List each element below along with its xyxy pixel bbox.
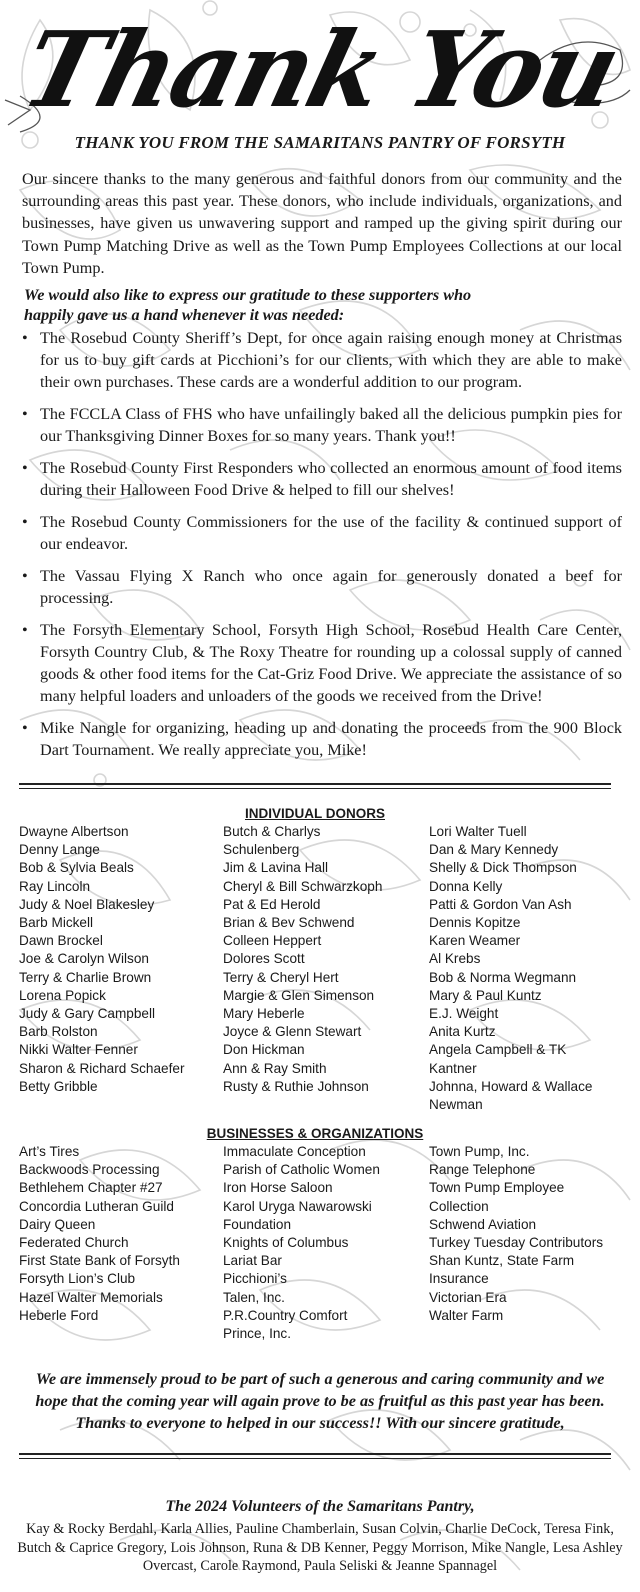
list-item: Ray Lincoln — [19, 878, 91, 894]
list-item: Shan Kuntz, State Farm — [429, 1253, 575, 1269]
list-item: • The Forsyth Elementary School, Forsyth High School, Rosebud Health Care Center, Forsyth Country Club, & The Roxy Theatre for rounding up a colossal supply of canned goods & other food items for the Cat-Griz Food Drive. We appreciate the assistance of so many helpful loaders and unloaders of the goods we received from the Drive! — [20, 619, 622, 708]
list-item: Knights of Columbus — [223, 1235, 349, 1251]
list-item: Bob & Sylvia Beals — [19, 860, 134, 876]
list-item: Al Krebs — [429, 951, 481, 967]
list-item: Anita Kurtz — [429, 1024, 496, 1040]
list-item: Parish of Catholic Women — [223, 1162, 380, 1178]
list-item: Lariat Bar — [223, 1253, 282, 1269]
list-item: • The Rosebud County Sheriff’s Dept, for once again raising enough money at Christmas for us to buy gift cards at Picchioni’s for our clients, with which they are able to make their own purchases. These cards are a wonderful addition to our program. — [20, 327, 622, 394]
list-item: Dolores Scott — [223, 951, 305, 967]
list-item: Town Pump Employee — [429, 1180, 565, 1196]
list-item: Donna Kelly — [429, 878, 503, 894]
list-item: Cheryl & Bill Schwarzkoph — [223, 878, 383, 894]
thank-you-headline: Thank You — [11, 8, 630, 131]
list-item: Iron Horse Saloon — [223, 1180, 333, 1196]
list-item: Dawn Brockel — [19, 933, 103, 949]
list-item: Backwoods Processing — [19, 1162, 160, 1178]
businesses-column-3 — [429, 1143, 629, 1325]
list-item: Barb Rolston — [19, 1024, 98, 1040]
list-item: Pat & Ed Herold — [223, 896, 321, 912]
intro-paragraph: Our sincere thanks to the many generous and faithful donors from our community and the surrounding areas this past year. These donors, who include individuals, organizations, and businesses, have given us unwavering support and ramped up the giving spirit during our Town Pump Matching Drive as well as the Town Pump Employees Collections at our local Town Pump. — [22, 170, 622, 277]
list-item: Dan & Mary Kennedy — [429, 842, 559, 858]
list-item: Walter Farm — [429, 1307, 504, 1323]
list-item: Mary & Paul Kuntz — [429, 987, 542, 1003]
list-item: Mary Heberle — [223, 1006, 305, 1022]
list-item: Talen, Inc. — [223, 1289, 285, 1305]
list-item: Karen Weamer — [429, 933, 521, 949]
businesses-title: BUSINESSES & ORGANIZATIONS — [206, 1126, 424, 1141]
list-item: Judy & Gary Campbell — [19, 1006, 155, 1022]
list-item: Patti & Gordon Van Ash — [429, 896, 572, 912]
list-item: Immaculate Conception — [223, 1144, 366, 1159]
individual-donors-column-1 — [19, 823, 219, 1096]
list-item: • Mike Nangle for organizing, heading up and donating the proceeds from the 900 Block Dart Tournament. We really appreciate you, Mike! — [20, 717, 622, 761]
list-item: Concordia Lutheran Guild — [19, 1198, 174, 1214]
list-item: First State Bank of Forsyth — [19, 1253, 180, 1269]
list-item: Johnna, Howard & Wallace — [429, 1078, 593, 1094]
page-subtitle: THANK YOU FROM THE SAMARITANS PANTRY OF FORSYTH — [74, 133, 566, 152]
list-item: Forsyth Lion’s Club — [19, 1271, 136, 1287]
divider — [19, 783, 611, 789]
list-item: Lori Walter Tuell — [429, 824, 527, 839]
list-item: Bethlehem Chapter #27 — [19, 1180, 163, 1196]
list-item: Don Hickman — [223, 1042, 305, 1058]
list-item: Bob & Norma Wegmann — [429, 969, 577, 985]
list-item: Angela Campbell & TK — [429, 1042, 567, 1058]
volunteers-names: Kay & Rocky Berdahl, Karla Allies, Pauline Chamberlain, Susan Colvin, Charlie DeCock, Teresa Fink, Butch & Caprice Gregory, Lois Johnson, Runa & DB Kenner, Peggy Morrison, Mike Nangle, Lesa Ashley Overcast, Carole Raymond, Paula Seliski & Jeanne Spannagel — [17, 1521, 623, 1574]
list-item: Collection — [429, 1198, 489, 1214]
list-item: Dwayne Albertson — [19, 824, 129, 839]
list-item: Betty Gribble — [19, 1078, 98, 1094]
list-item: Heberle Ford — [19, 1307, 99, 1323]
supporters-list — [20, 327, 622, 771]
divider — [19, 1453, 611, 1459]
list-item: Foundation — [223, 1216, 292, 1232]
volunteers-title: The 2024 Volunteers of the Samaritans Pantry, — [165, 1498, 475, 1515]
list-item: Terry & Cheryl Hert — [223, 969, 339, 985]
list-item: Karol Uryga Nawarowski — [223, 1198, 372, 1214]
list-item: Turkey Tuesday Contributors — [429, 1235, 604, 1251]
list-item: Victorian Era — [429, 1289, 507, 1305]
supporters-heading: We would also like to express our gratitude to these supporters who happily gave us a hand whenever it was needed: — [24, 286, 472, 324]
list-item: Sharon & Richard Schaefer — [19, 1060, 185, 1076]
individual-donors-column-2 — [223, 823, 423, 1096]
list-item: Prince, Inc. — [223, 1326, 291, 1342]
list-item: Joyce & Glenn Stewart — [223, 1024, 362, 1040]
list-item: • The Rosebud County Commissioners for the use of the facility & continued support of our endeavor. — [20, 511, 622, 555]
list-item: • The FCCLA Class of FHS who have unfailingly baked all the delicious pumpkin pies for our Thanksgiving Dinner Boxes for so many years. Thank you!! — [20, 403, 622, 447]
list-item: • The Vassau Flying X Ranch who once again for generously donated a beef for processing. — [20, 565, 622, 609]
list-item: Butch & Charlys — [223, 824, 321, 839]
list-item: Denny Lange — [19, 842, 100, 858]
list-item: Federated Church — [19, 1235, 129, 1251]
list-item: Nikki Walter Fenner — [19, 1042, 138, 1058]
list-item: Jim & Lavina Hall — [223, 860, 329, 876]
list-item: Schulenberg — [223, 842, 300, 858]
list-item: Rusty & Ruthie Johnson — [223, 1078, 369, 1094]
list-item: Brian & Bev Schwend — [223, 915, 355, 931]
list-item: Town Pump, Inc. — [429, 1144, 530, 1159]
list-item: • The Rosebud County First Responders who collected an enormous amount of food items during their Halloween Food Drive & helped to fill our shelves! — [20, 457, 622, 501]
list-item: Hazel Walter Memorials — [19, 1289, 163, 1305]
list-item: Lorena Popick — [19, 987, 106, 1003]
businesses-column-1 — [19, 1143, 219, 1325]
list-item: Insurance — [429, 1271, 489, 1287]
list-item: Kantner — [429, 1060, 477, 1076]
individual-donors-column-3 — [429, 823, 629, 1114]
list-item: Dairy Queen — [19, 1216, 96, 1232]
list-item: Joe & Carolyn Wilson — [19, 951, 149, 967]
list-item: Judy & Noel Blakesley — [19, 896, 155, 912]
list-item: Schwend Aviation — [429, 1216, 537, 1232]
list-item: Newman — [429, 1097, 483, 1113]
list-item: Barb Mickell — [19, 915, 94, 931]
list-item: P.R.Country Comfort — [223, 1307, 348, 1323]
list-item: Ann & Ray Smith — [223, 1060, 327, 1076]
list-item: E.J. Weight — [429, 1006, 499, 1022]
list-item: Art’s Tires — [19, 1144, 80, 1159]
list-item: Colleen Heppert — [223, 933, 322, 949]
list-item: Shelly & Dick Thompson — [429, 860, 577, 876]
list-item: Range Telephone — [429, 1162, 536, 1178]
businesses-column-2 — [223, 1143, 423, 1343]
individual-donors-title: INDIVIDUAL DONORS — [244, 806, 385, 821]
list-item: Terry & Charlie Brown — [19, 969, 152, 985]
list-item: Margie & Glen Simenson — [223, 987, 375, 1003]
closing-statement: We are immensely proud to be part of such a generous and caring community and we hope that the coming year will again prove to be as fruitful as this past year has been. Thanks to everyone to helped in our success!! With our sincere gratitude, — [35, 1370, 605, 1432]
list-item: Picchioni’s — [223, 1271, 287, 1287]
list-item: Dennis Kopitze — [429, 915, 521, 931]
